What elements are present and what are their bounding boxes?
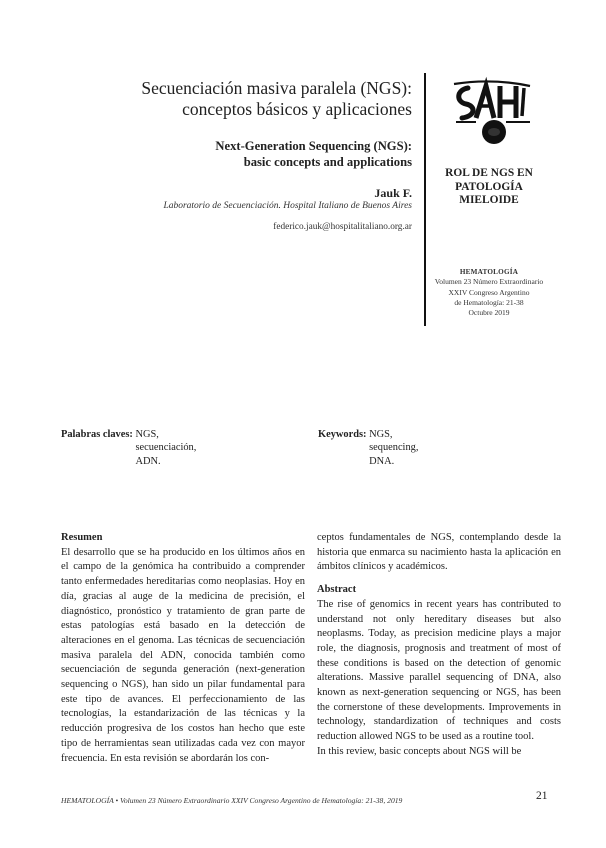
author-name: Jauk F.	[374, 186, 412, 200]
journal-pages: de Hematología: 21-38	[454, 297, 524, 307]
keyword-item: secuenciación,	[135, 442, 197, 454]
keywords-en-label: Keywords:	[318, 429, 367, 440]
keywords-en-list	[369, 428, 418, 468]
abstract-heading: Abstract	[317, 584, 357, 596]
journal-date: Octubre 2019	[468, 308, 510, 318]
title-es-line2: conceptos básicos y aplicaciones	[182, 99, 412, 119]
keyword-item: ADN.	[135, 455, 161, 467]
title-en-line1: Next-Generation Sequencing (NGS):	[215, 139, 412, 153]
keywords-es-list	[135, 428, 196, 468]
author-email: federico.jauk@hospitalitaliano.org.ar	[273, 222, 412, 232]
keyword-item: NGS,	[135, 429, 159, 440]
sah-logo-icon	[446, 72, 538, 148]
resumen-continuation: ceptos fundamentales de NGS, contemplando desde la historia que enmarca su nacimiento hasta la aplicación en ámbitos clínicos y académicos.	[317, 532, 561, 573]
section-title	[428, 167, 550, 208]
keywords-en	[318, 428, 418, 468]
journal-info	[426, 267, 552, 318]
section-title-line2: PATOLOGÍA	[455, 180, 523, 193]
article-title-en	[92, 138, 412, 170]
article-title-es	[92, 78, 412, 120]
page-number: 21	[536, 790, 548, 802]
resumen-heading: Resumen	[61, 532, 103, 543]
keyword-item: sequencing,	[369, 442, 419, 454]
title-en-line2: basic concepts and applications	[243, 155, 412, 169]
section-title-line3: MIELOIDE	[459, 194, 519, 206]
author-affiliation: Laboratorio de Secuenciación. Hospital Italiano de Buenos Aires	[163, 201, 412, 211]
footer-citation: HEMATOLOGÍA • Volumen 23 Número Extraordinario XXIV Congreso Argentino de Hematología: 21-38, 2019	[61, 796, 403, 805]
title-es-line1: Secuenciación masiva paralela (NGS):	[141, 78, 412, 98]
keywords-es-label: Palabras claves:	[61, 429, 133, 440]
keyword-item: DNA.	[369, 455, 395, 467]
right-column	[317, 531, 561, 760]
abstract-body: The rise of genomics in recent years has contributed to understand not only hereditary diseases but also neoplasms. Today, as precision medicine plays a major role, the diagnosis, prognosis and treatment of most of these conditions is based on the detection of genomic alterations. Massive parallel sequencing of DNA, also known as next-generation sequencing or NGS, has been the cornerstone of these developments. Improvements in technology, standardization of techniques and costs reduction allowed NGS to be used as a routine tool.	[317, 598, 561, 743]
society-logo	[446, 72, 538, 148]
resumen-body: El desarrollo que se ha producido en los últimos años en el campo de la genómica ha contribuido a comprender tanto enfermedades hereditarias como neoplasias. Hoy en día, gracias al auge de la medicina de precisión, el diagnóstico, pronóstico y tratamiento de gran parte de estas patologías está basado en la detección de alteraciones en el genoma. Las técnicas de secuenciación masiva paralela del ADN, conocida también como secuenciación de segunda generación (next-generation sequencing o NGS), han sido un pilar fundamental para este tipo de avances. El perfeccionamiento de las tecnologías, la estandarización de las técnicas y la reducción progresiva de los costos han hecho que este tipo de herramientas sean utilizadas cada vez con mayor frecuencia. En esta revisión se abordarán los con-	[61, 546, 305, 764]
resumen-section	[61, 531, 305, 766]
journal-name: HEMATOLOGÍA	[459, 268, 519, 276]
keywords-es	[61, 428, 196, 468]
keyword-item: NGS,	[369, 429, 393, 440]
journal-congress: XXIV Congreso Argentino	[448, 287, 530, 297]
section-title-line1: ROL DE NGS EN	[445, 167, 533, 179]
abstract-body-2: In this review, basic concepts about NGS will be	[317, 745, 522, 757]
journal-volume: Volumen 23 Número Extraordinario	[434, 277, 544, 287]
